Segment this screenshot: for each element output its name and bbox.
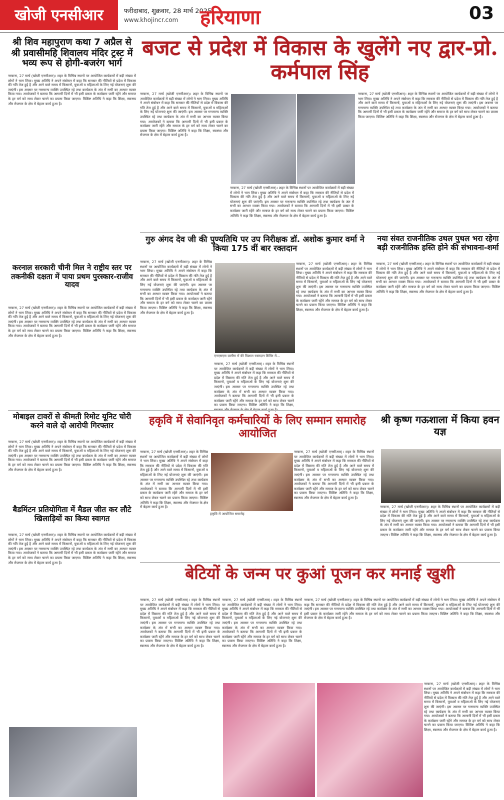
brand-logo: खोजी एनसीआर	[0, 0, 118, 30]
story-body: नरवाना, 27 मार्च (खोजी एनसीआर)। शहर के विभिन्न स्थानों पर आयोजित कार्यक्रमों में बड़ी संख्या में लोगों ने भाग लिया। मुख्य अतिथि ने अपने संबोधन में कहा कि सरकार की नीतियों से प्रदेश में विकास की गति तेज हुई है और आने वाले समय में किसानों, युवाओं व महिलाओं के लिए नई योजनाएं शुरू की जाएंगी। इस अवसर पर गणमान्य व्यक्ति उपस्थित रहे तथा कार्यक्रम के अंत में सभी का आभार व्यक्त किया गया। आयोजकों ने बताया कि आगामी दिनों में भी इसी प्रकार के कार्यक्रम जारी रहेंगे और समाज के हर वर्ग को साथ लेकर चलने का प्रयास किया जाएगा। विशिष्ट अतिथि ने कहा कि शिक्षा, स्वास्थ्य और रोजगार के क्षेत्र में बेहतर कार्य हुआ है।	[294, 450, 374, 500]
story-body: नरवाना, 27 मार्च (खोजी एनसीआर)। शहर के विभिन्न स्थानों पर आयोजित कार्यक्रमों में बड़ी संख्या में लोगों ने भाग लिया। मुख्य अतिथि ने अपने संबोधन में कहा कि सरकार की नीतियों से प्रदेश में विकास की गति तेज हुई है और आने वाले समय में किसानों, युवाओं व महिलाओं के लिए नई योजनाएं शुरू की जाएंगी। इस अवसर पर गणमान्य व्यक्ति उपस्थित रहे तथा कार्यक्रम के अंत में सभी का आभार व्यक्त किया गया। आयोजकों ने बताया कि आगामी दिनों में भी इसी प्रकार के कार्यक्रम जारी रहेंगे और समाज के हर वर्ग को साथ लेकर चलने का प्रयास किया जाएगा। विशिष्ट अतिथि ने कहा कि शिक्षा, स्वास्थ्य और रोजगार के क्षेत्र में बेहतर कार्य हुआ है।	[140, 260, 212, 315]
story-body: नरवाना, 27 मार्च (खोजी एनसीआर)। शहर के विभिन्न स्थानों पर आयोजित कार्यक्रमों में बड़ी संख्या में लोगों ने भाग लिया। मुख्य अतिथि ने अपने संबोधन में कहा कि सरकार की नीतियों से प्रदेश में विकास की गति तेज हुई है और आने वाले समय में किसानों, युवाओं व महिलाओं के लिए नई योजनाएं शुरू की जाएंगी। इस अवसर पर गणमान्य व्यक्ति उपस्थित रहे तथा कार्यक्रम के अंत में सभी का आभार व्यक्त किया गया। आयोजकों ने बताया कि आगामी दिनों में भी इसी प्रकार के कार्यक्रम जारी रहेंगे और समाज के हर वर्ग को साथ लेकर चलने का प्रयास किया जाएगा। विशिष्ट अतिथि ने कहा कि शिक्षा, स्वास्थ्य और रोजगार के क्षेत्र में बेहतर कार्य हुआ है।	[376, 262, 500, 294]
photo-kuan-pujan-right	[316, 682, 424, 798]
divider	[8, 410, 500, 411]
headline-badminton: बैडमिंटन प्रतियोगिता में मैडल जीत कर लौटे खिलाड़ियों का किया स्वागत	[12, 505, 132, 523]
edition-line: www.khojincr.com	[124, 17, 179, 24]
headline-karnal-sugar-mill: करनाल सरकारी चीनी मिल ने राष्ट्रीय स्तर पर तकनीकी दक्षता में पाया प्रथम पुरस्कार-राजीव यादव	[10, 263, 133, 290]
story-body: नरवाना, 27 मार्च (खोजी एनसीआर)। शहर के विभिन्न स्थानों पर आयोजित कार्यक्रमों में बड़ी संख्या में लोगों ने भाग लिया। मुख्य अतिथि ने अपने संबोधन में कहा कि सरकार की नीतियों से प्रदेश में विकास की गति तेज हुई है और आने वाले समय में किसानों, युवाओं व महिलाओं के लिए नई योजनाएं शुरू की जाएंगी। इस अवसर पर गणमान्य व्यक्ति उपस्थित रहे तथा कार्यक्रम के अंत में सभी का आभार व्यक्त किया गया। आयोजकों ने बताया कि आगामी दिनों में भी इसी प्रकार के कार्यक्रम जारी रहेंगे और समाज के हर वर्ग को साथ लेकर चलने का प्रयास किया जाएगा। विशिष्ट अतिथि ने कहा कि शिक्षा, स्वास्थ्य और रोजगार के क्षेत्र में बेहतर कार्य हुआ है।	[230, 186, 354, 218]
photo-felicitation	[210, 452, 294, 512]
story-body: नरवाना, 27 मार्च (खोजी एनसीआर)। शहर के विभिन्न स्थानों पर आयोजित कार्यक्रमों में बड़ी संख्या में लोगों ने भाग लिया। मुख्य अतिथि ने अपने संबोधन में कहा कि सरकार की नीतियों से प्रदेश में विकास की गति तेज हुई है और आने वाले समय में किसानों, युवाओं व महिलाओं के लिए नई योजनाएं शुरू की जाएंगी। इस अवसर पर गणमान्य व्यक्ति उपस्थित रहे तथा कार्यक्रम के अंत में सभी का आभार व्यक्त किया गया। आयोजकों ने बताया कि आगामी दिनों में भी इसी प्रकार के कार्यक्रम जारी रहेंगे और समाज के हर वर्ग को साथ लेकर चलने का प्रयास किया जाएगा। विशिष्ट अतिथि ने कहा कि शिक्षा, स्वास्थ्य और रोजगार के क्षेत्र में बेहतर कार्य हुआ है।	[140, 92, 228, 138]
story-body: नरवाना, 27 मार्च (खोजी एनसीआर)। शहर के विभिन्न स्थानों पर आयोजित कार्यक्रमों में बड़ी संख्या में लोगों ने भाग लिया। मुख्य अतिथि ने अपने संबोधन में कहा कि सरकार की नीतियों से प्रदेश में विकास की गति तेज हुई है और आने वाले समय में किसानों, युवाओं व महिलाओं के लिए नई योजनाएं शुरू की जाएंगी। इस अवसर पर गणमान्य व्यक्ति उपस्थित रहे तथा कार्यक्रम के अंत में सभी का आभार व्यक्त किया गया। आयोजकों ने बताया कि आगामी दिनों में भी इसी प्रकार के कार्यक्रम जारी रहेंगे और समाज के हर वर्ग को साथ लेकर चलने का प्रयास किया जाएगा। विशिष्ट अतिथि ने कहा कि शिक्षा, स्वास्थ्य और रोजगार के क्षेत्र में बेहतर कार्य हुआ है।	[380, 505, 500, 537]
photo-caption: एनएसएस ग्रामीण में की विशाल रक्तदान शिविर में...	[214, 354, 280, 358]
photo-stage	[296, 93, 356, 185]
story-body: नरवाना, 27 मार्च (खोजी एनसीआर)। शहर के विभिन्न स्थानों पर आयोजित कार्यक्रमों में बड़ी संख्या में लोगों ने भाग लिया। मुख्य अतिथि ने अपने संबोधन में कहा कि सरकार की नीतियों से प्रदेश में विकास की गति तेज हुई है और आने वाले समय में किसानों, युवाओं व महिलाओं के लिए नई योजनाएं शुरू की जाएंगी। इस अवसर पर गणमान्य व्यक्ति उपस्थित रहे तथा कार्यक्रम के अंत में सभी का आभार व्यक्त किया गया। आयोजकों ने बताया कि आगामी दिनों में भी इसी प्रकार के कार्यक्रम जारी रहेंगे और समाज के हर वर्ग को साथ लेकर चलने का प्रयास किया जाएगा। विशिष्ट अतिथि ने कहा कि शिक्षा,	[214, 362, 294, 408]
story-body: नरवाना, 27 मार्च (खोजी एनसीआर)। शहर के विभिन्न स्थानों पर आयोजित कार्यक्रमों में बड़ी संख्या में लोगों ने भाग लिया। मुख्य अतिथि ने अपने संबोधन में कहा कि सरकार की नीतियों से प्रदेश में विकास की गति तेज हुई है और आने वाले समय में किसानों, युवाओं व महिलाओं के लिए नई योजनाएं शुरू की जाएंगी। इस अवसर पर गणमान्य व्यक्ति उपस्थित रहे तथा कार्यक्रम के अंत में सभी का आभार व्यक्त किया गया। आयोजकों ने बताया कि आगामी दिनों में भी इसी प्रकार के कार्यक्रम जारी रहेंगे और समाज के हर वर्ग को साथ लेकर चलने का प्रयास किया जाएगा। विशिष्ट अतिथि ने कहा कि शिक्षा, स्वास्थ्य और रोजगार के क्षेत्र में बेहतर कार्य हुआ है।	[140, 598, 220, 648]
section-title: हरियाणा	[200, 5, 261, 29]
headline-new-samvat: नया संवत राजनीतिक उथल पुथल भरा रहेगा बड़ी राजनीतिक हस्ति होने की संभावना-शर्मा	[377, 234, 499, 252]
story-body: नरवाना, 27 मार्च (खोजी एनसीआर)। शहर के विभिन्न स्थानों पर आयोजित कार्यक्रमों में बड़ी संख्या में लोगों ने भाग लिया। मुख्य अतिथि ने अपने संबोधन में कहा कि सरकार की नीतियों से प्रदेश में विकास की गति तेज हुई है और आने वाले समय में किसानों, युवाओं व महिलाओं के लिए नई योजनाएं शुरू की जाएंगी। इस अवसर पर गणमान्य व्यक्ति उपस्थित रहे तथा कार्यक्रम के अंत में सभी का आभार व्यक्त किया गया। आयोजकों ने बताया कि आगामी दिनों में भी इसी प्रकार के कार्यक्रम जारी रहेंगे और समाज के हर वर्ग को साथ लेकर चलने का प्रयास किया जाएगा। विशिष्ट अतिथि ने कहा कि शिक्षा, स्वास्थ्य और रोजगार के क्षेत्र में बेहतर कार्य हुआ है।	[8, 74, 136, 106]
headline-gaushala-havan: श्री कृष्ण गऊशाला में किया हवन यज्ञ	[380, 415, 500, 438]
headline-hau-felicitation: हकृवि में सेवानिवृत कर्मचारियों के लिए सम्मान समारोह आयोजित	[149, 414, 366, 440]
story-body: नरवाना, 27 मार्च (खोजी एनसीआर)। शहर के विभिन्न स्थानों पर आयोजित कार्यक्रमों में बड़ी संख्या में लोगों ने भाग लिया। मुख्य अतिथि ने अपने संबोधन में कहा कि सरकार की नीतियों से प्रदेश में विकास की गति तेज हुई है और आने वाले समय में किसानों, युवाओं व महिलाओं के लिए नई योजनाएं शुरू की जाएंगी। इस अवसर पर गणमान्य व्यक्ति उपस्थित रहे तथा कार्यक्रम के अंत में सभी का आभार व्यक्त किया गया। आयोजकों ने बताया कि आगामी दिनों में भी इसी प्रकार के कार्यक्रम जारी रहेंगे और समाज के हर वर्ग को साथ लेकर चलने का प्रयास किया जाएगा। विशिष्ट अतिथि ने कहा कि शिक्षा, स्वास्थ्य और रोजगार के क्षेत्र में बेहतर कार्य हुआ है।	[424, 682, 500, 732]
story-body: नरवाना, 27 मार्च (खोजी एनसीआर)। शहर के विभिन्न स्थानों पर आयोजित कार्यक्रमों में बड़ी संख्या में लोगों ने भाग लिया। मुख्य अतिथि ने अपने संबोधन में कहा कि सरकार की नीतियों से प्रदेश में विकास की गति तेज हुई है और आने वाले समय में किसानों, युवाओं व महिलाओं के लिए नई योजनाएं शुरू की जाएंगी। इस अवसर पर गणमान्य व्यक्ति उपस्थित रहे तथा कार्यक्रम के अंत में सभी का आभार व्यक्त किया गया। आयोजकों ने बताया कि आगामी दिनों में भी इसी प्रकार के कार्यक्रम जारी रहेंगे और समाज के हर वर्ग को साथ लेकर चलने का प्रयास किया जाएगा। विशिष्ट अतिथि ने कहा कि शिक्षा, स्वास्थ्य और रोजगार के क्षेत्र में बेहतर कार्य हुआ है।	[8, 440, 136, 472]
photo-seminar-audience	[230, 93, 297, 185]
headline-budget: बजट से प्रदेश में विकास के खुलेंगे नए द्वार-प्रो. कर्मपाल सिंह	[142, 35, 498, 85]
photo-officer-chair	[214, 262, 296, 354]
headline-blood-donation: गुरु अंगद देव जी की पुण्यतिथि पर उप निरीक्षक डॉ. अशोक कुमार वर्मा ने किया 175 वीं बार रक्तदान	[145, 234, 365, 254]
story-body: नरवाना, 27 मार्च (खोजी एनसीआर)। शहर के विभिन्न स्थानों पर आयोजित कार्यक्रमों में बड़ी संख्या में लोगों ने भाग लिया। मुख्य अतिथि ने अपने संबोधन में कहा कि सरकार की नीतियों से प्रदेश में विकास की गति तेज हुई है और आने वाले समय में किसानों, युवाओं व महिलाओं के लिए नई योजनाएं शुरू की जाएंगी। इस अवसर पर गणमान्य व्यक्ति उपस्थित रहे तथा कार्यक्रम के अंत में सभी का आभार व्यक्त किया गया। आयोजकों ने बताया कि आगामी दिनों में भी इसी प्रकार के कार्यक्रम जारी रहेंगे और समाज के हर वर्ग को साथ लेकर चलने का प्रयास किया जाएगा। विशिष्ट अतिथि ने कहा कि शिक्षा, स्वास्थ्य और रोजगार के क्षेत्र में बेहतर कार्य हुआ है।	[358, 92, 498, 119]
story-body: नरवाना, 27 मार्च (खोजी एनसीआर)। शहर के विभिन्न स्थानों पर आयोजित कार्यक्रमों में बड़ी संख्या में लोगों ने भाग लिया। मुख्य अतिथि ने अपने संबोधन में कहा कि सरकार की नीतियों से प्रदेश में विकास की गति तेज हुई है और आने वाले समय में किसानों, युवाओं व महिलाओं के लिए नई योजनाएं शुरू की जाएंगी। इस अवसर पर गणमान्य व्यक्ति उपस्थित रहे तथा कार्यक्रम के अंत में सभी का आभार व्यक्त किया गया। आयोजकों ने बताया कि आगामी दिनों में भी इसी प्रकार के कार्यक्रम जारी रहेंगे और समाज के हर वर्ग को साथ लेकर चलने का प्रयास किया जाएगा। विशिष्ट अतिथि ने कहा कि शिक्षा, स्वास्थ्य और रोजगार के क्षेत्र में बेहतर कार्य हुआ है।	[8, 533, 136, 565]
divider	[140, 232, 500, 233]
story-body: नरवाना, 27 मार्च (खोजी एनसीआर)। शहर के विभिन्न स्थानों पर आयोजित कार्यक्रमों में बड़ी संख्या में लोगों ने भाग लिया। मुख्य अतिथि ने अपने संबोधन में कहा कि सरकार की नीतियों से प्रदेश में विकास की गति तेज हुई है और आने वाले समय में किसानों, युवाओं व महिलाओं के लिए नई योजनाएं शुरू की जाएंगी। इस अवसर पर गणमान्य व्यक्ति उपस्थित रहे तथा कार्यक्रम के अंत में सभी का आभार व्यक्त किया गया। आयोजकों ने बताया कि आगामी दिनों में भी इसी प्रकार के कार्यक्रम जारी रहेंगे और समाज के हर वर्ग को साथ लेकर चलने का प्रयास किया जाएगा। विशिष्ट अतिथि ने कहा कि शिक्षा, स्वास्थ्य और रोजगार के क्षेत्र में बेहतर कार्य हुआ है।	[8, 306, 136, 338]
photo-badminton-team	[8, 726, 138, 798]
story-body: नरवाना, 27 मार्च (खोजी एनसीआर)। शहर के विभिन्न स्थानों पर आयोजित कार्यक्रमों में बड़ी संख्या में लोगों ने भाग लिया। मुख्य अतिथि ने अपने संबोधन में कहा कि सरकार की नीतियों से प्रदेश में विकास की गति तेज हुई है और आने वाले समय में किसानों, युवाओं व महिलाओं के लिए नई योजनाएं शुरू की जाएंगी। इस अवसर पर गणमान्य व्यक्ति उपस्थित रहे तथा कार्यक्रम के अंत में सभी का आभार व्यक्त किया गया। आयोजकों ने बताया कि आगामी दिनों में भी इसी प्रकार के कार्यक्रम जारी रहेंगे और समाज के हर वर्ग को साथ लेकर चलने का प्रयास किया जाएगा। विशिष्ट अतिथि ने कहा कि शिक्षा, स्वास्थ्य और रोजगार के क्षेत्र में बेहतर कार्य हुआ है।	[304, 598, 500, 621]
photo-caption: हकृवि में आयोजित समारोह	[210, 512, 245, 516]
divider	[140, 562, 500, 563]
photo-havan	[380, 448, 502, 504]
story-body: नरवाना, 27 मार्च (खोजी एनसीआर)। शहर के विभिन्न स्थानों पर आयोजित कार्यक्रमों में बड़ी संख्या में लोगों ने भाग लिया। मुख्य अतिथि ने अपने संबोधन में कहा कि सरकार की नीतियों से प्रदेश में विकास की गति तेज हुई है और आने वाले समय में किसानों, युवाओं व महिलाओं के लिए नई योजनाएं शुरू की जाएंगी। इस अवसर पर गणमान्य व्यक्ति उपस्थित रहे तथा कार्यक्रम के अंत में सभी का आभार व्यक्त किया गया। आयोजकों ने बताया कि आगामी दिनों में भी इसी प्रकार के कार्यक्रम जारी रहेंगे और समाज के हर वर्ग को साथ लेकर चलने का प्रयास किया जाएगा। विशिष्ट अतिथि ने कहा कि शिक्षा, स्वास्थ्य और रोजगार के क्षेत्र में बेहतर कार्य हुआ है।	[222, 598, 302, 648]
dateline: फरीदाबाद, शुक्रवार, 28 मार्च 2025	[124, 7, 212, 15]
masthead	[0, 0, 504, 33]
story-body: नरवाना, 27 मार्च (खोजी एनसीआर)। शहर के विभिन्न स्थानों पर आयोजित कार्यक्रमों में बड़ी संख्या में लोगों ने भाग लिया। मुख्य अतिथि ने अपने संबोधन में कहा कि सरकार की नीतियों से प्रदेश में विकास की गति तेज हुई है और आने वाले समय में किसानों, युवाओं व महिलाओं के लिए नई योजनाएं शुरू की जाएंगी। इस अवसर पर गणमान्य व्यक्ति उपस्थित रहे तथा कार्यक्रम के अंत में सभी का आभार व्यक्त किया गया। आयोजकों ने बताया कि आगामी दिनों में भी इसी प्रकार के कार्यक्रम जारी रहेंगे और समाज के हर वर्ग को साथ लेकर चलने का प्रयास किया जाएगा। विशिष्ट अतिथि ने कहा कि शिक्षा, स्वास्थ्य और रोजगार के क्षेत्र में बेहतर कार्य हुआ है।	[296, 262, 372, 312]
photo-kuan-pujan-left	[222, 682, 316, 798]
headline-mobile-tower-theft: मोबाइल टावरों से कीमती रिमोट यूनिट चोरी करने वाले दो आरोपी गिरफ्तार	[12, 412, 132, 430]
page-number: 03	[468, 3, 494, 24]
headline-kuan-pujan: बेटियों के जन्म पर कुआं पूजन कर मनाई खुशी	[185, 564, 455, 583]
headline-shiv-mahapuran: श्री शिव महापुराण कथा 7 अप्रैल से श्री प्रवासीमहि शिवालय मंदिर ट्रस्ट में भव्य रूप से होगी-बजरंग भार्ग	[11, 37, 133, 70]
story-body: नरवाना, 27 मार्च (खोजी एनसीआर)। शहर के विभिन्न स्थानों पर आयोजित कार्यक्रमों में बड़ी संख्या में लोगों ने भाग लिया। मुख्य अतिथि ने अपने संबोधन में कहा कि सरकार की नीतियों से प्रदेश में विकास की गति तेज हुई है और आने वाले समय में किसानों, युवाओं व महिलाओं के लिए नई योजनाएं शुरू की जाएंगी। इस अवसर पर गणमान्य व्यक्ति उपस्थित रहे तथा कार्यक्रम के अंत में सभी का आभार व्यक्त किया गया। आयोजकों ने बताया कि आगामी दिनों में भी इसी प्रकार के कार्यक्रम जारी रहेंगे और समाज के हर वर्ग को साथ लेकर चलने का प्रयास किया जाएगा। विशिष्ट अतिथि ने कहा कि शिक्षा, स्वास्थ्य और रोजगार के क्षेत्र में बेहतर कार्य हुआ है।	[140, 450, 208, 510]
